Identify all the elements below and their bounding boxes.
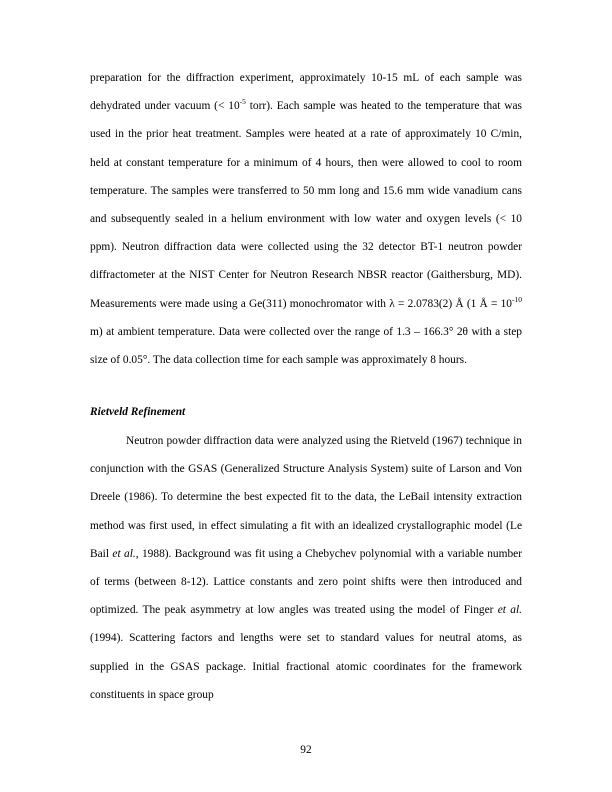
- section-heading: Rietveld Refinement: [90, 406, 186, 418]
- page-number: 92: [300, 744, 312, 756]
- text-run: , 1988). Background was fit using a Chebychev polynomial with a variable number of terms (between 8-12). Lattice constants and zero point shifts were then introduced and optimized. The peak asymmetry at low angles was treated using the model of Finger: [90, 547, 522, 617]
- superscript: -10: [512, 294, 522, 304]
- experimental-paragraph: [90, 64, 522, 374]
- rietveld-paragraph: [90, 427, 522, 709]
- superscript: -5: [239, 97, 246, 107]
- text-run: preparation for the diffraction experiment, approximately 10-15 mL of each sample was dehydrated under vacuum (< 10: [90, 72, 522, 113]
- italic-text: et al.: [112, 547, 136, 560]
- text-run: m) at ambient temperature. Data were collected over the range of 1.3 – 166.3° 2θ with a step size of 0.05°. The data collection time for each sample was approximately 8 hours.: [90, 325, 522, 367]
- text-run: (1994). Scattering factors and lengths were set to standard values for neutral atoms, as supplied in the GSAS package. Initial fractional atomic coordinates for the framework constituents in space group: [90, 632, 522, 701]
- italic-text: et al.: [497, 604, 522, 617]
- text-run: torr). Each sample was heated to the temperature that was used in the prior heat treatment. Samples were heated at a rate of approximately 10 C/min, held at constant temperature for a minimum of 4 hours, then were allowed to cool to room temperature. The samples were transferred to 50 mm long and 15.6 mm wide vanadium cans and subsequently sealed in a helium environment with low water and oxygen levels (< 10 ppm). Neutron diffraction data were collected using the 32 detector BT-1 neutron powder diffractometer at the NIST Center for Neutron Research NBSR reactor (Gaithersburg, MD). Measurements were made using a Ge(311) monochromator with λ = 2.0783(2) Å (1 Å = 10: [90, 100, 522, 310]
- text-run: Neutron powder diffraction data were analyzed using the Rietveld (1967) technique in conjunction with the GSAS (Generalized Structure Analysis System) suite of Larson and Von Dreele (1986). To determine the best expected fit to the data, the LeBail intensity extraction method was first used, in effect simulating a fit with an idealized crystallographic model (Le Bail: [90, 435, 522, 560]
